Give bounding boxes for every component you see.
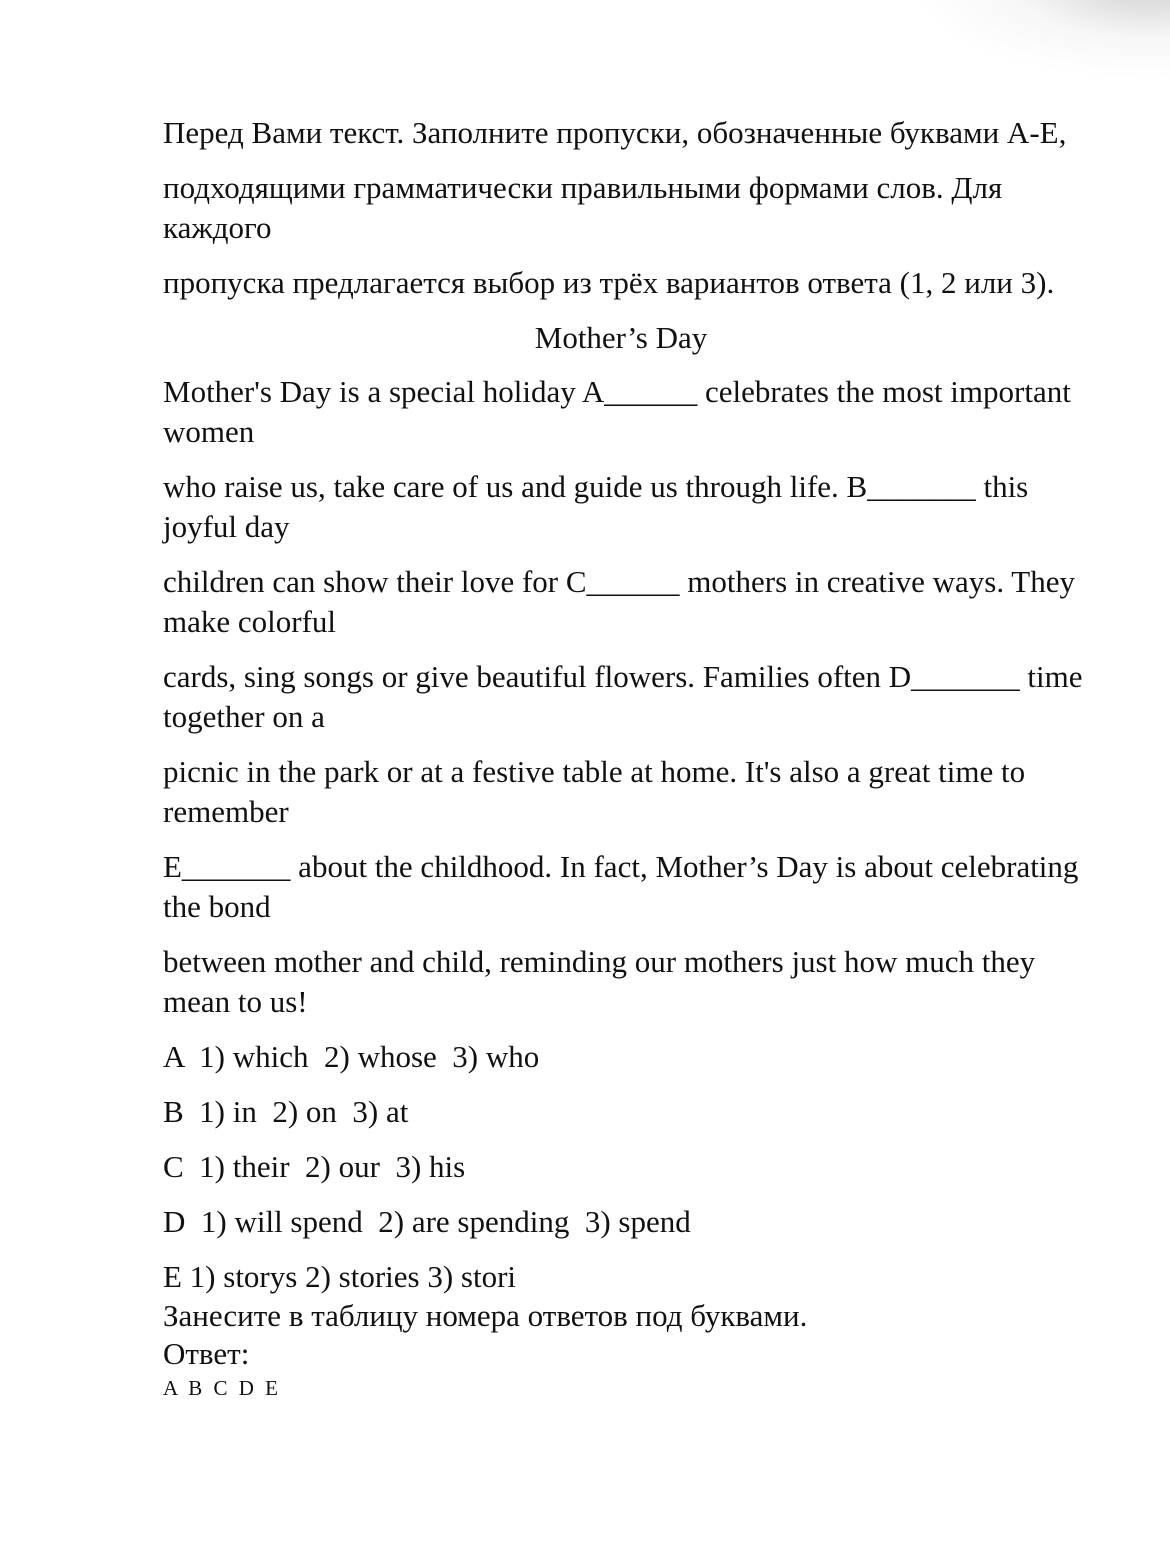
instruction-line-2: подходящими грамматически правильными формами слов. Для каждого (163, 170, 1003, 245)
text-title: Mother’s Day (534, 320, 708, 355)
text-paragraph: cards, sing songs or give beautiful flowers. Families often D_______ time together on a (163, 659, 1083, 734)
answer-label: Ответ: (163, 1336, 250, 1371)
text-paragraph: children can show their love for C______ mothers in creative ways. They make colorful (163, 564, 1075, 639)
option-c: C 1) their 2) our 3) his (163, 1149, 466, 1184)
text-paragraph: E_______ about the childhood. In fact, Mother’s Day is about celebrating the bond (163, 849, 1079, 924)
option-e: E 1) storys 2) stories 3) stori (163, 1259, 517, 1294)
option-d: D 1) will spend 2) are spending 3) spend (163, 1204, 691, 1239)
option-b: B 1) in 2) on 3) at (163, 1094, 409, 1129)
document-content (163, 113, 1093, 1403)
option-a: A 1) which 2) whose 3) who (163, 1039, 540, 1074)
answer-instruction: Занесите в таблицу номера ответов под буквами. (163, 1298, 808, 1333)
page-corner-shadow (910, 0, 1170, 80)
text-paragraph: picnic in the park or at a festive table at home. It's also a great time to remember (163, 754, 1026, 829)
instruction-line-1: Перед Вами текст. Заполните пропуски, обозначенные буквами A-E, (163, 115, 1067, 150)
text-paragraph: who raise us, take care of us and guide us through life. B_______ this joyful day (163, 469, 1029, 544)
instruction-line-3: пропуска предлагается выбор из трёх вариантов ответа (1, 2 или 3). (163, 265, 1055, 300)
text-paragraph: Mother's Day is a special holiday A______ celebrates the most important women (163, 374, 1071, 449)
text-paragraph: between mother and child, reminding our mothers just how much they mean to us! (163, 944, 1036, 1019)
answer-letters: A B C D E (163, 1376, 282, 1400)
